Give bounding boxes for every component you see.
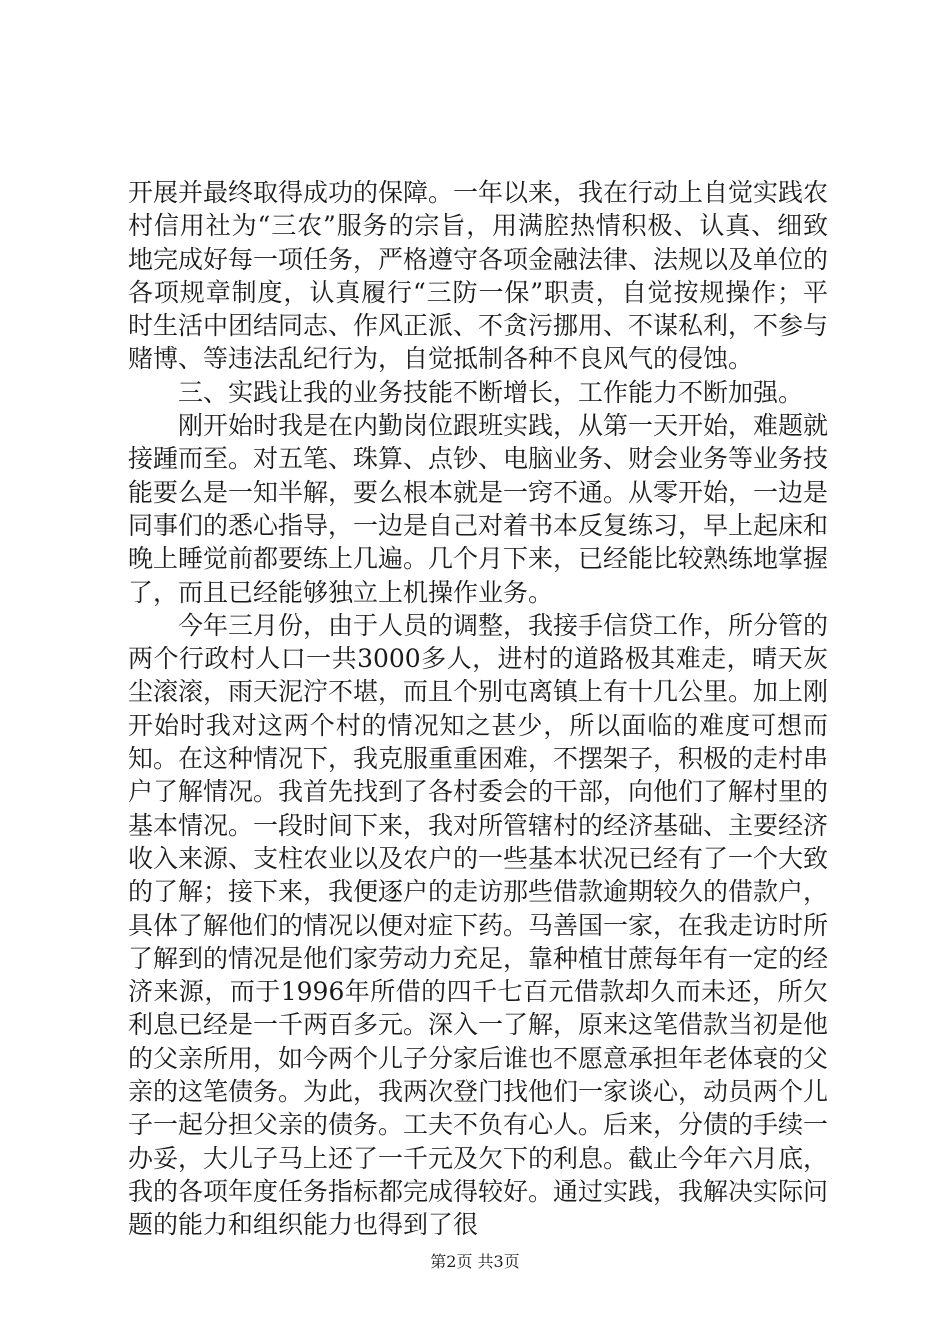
paragraph-continuation: 开展并最终取得成功的保障。一年以来，我在行动上自觉实践农村信用社为“三农”服务的宗旨，用满腔热情积极、认真、细致地完成好每一项任务，严格遵守各项金融法律、法规以及单位的各项规章制度，认真履行“三防一保”职责，自觉按规操作；平时生活中团结同志、作风正派、不贪污挪用、不谋私利，不参与赌博、等违法乱纪行为，自觉抵制各种不良风气的侵蚀。 [128, 178, 829, 374]
page-footer: 第2页 共3页 [430, 1252, 520, 1271]
document-body [128, 176, 828, 1242]
section-heading: 三、实践让我的业务技能不断增长，工作能力不断加强。 [178, 377, 804, 407]
paragraph: 今年三月份，由于人员的调整，我接手信贷工作，所分管的两个行政村人口一共3000多人，进村的道路极其难走，晴天灰尘滚滚，雨天泥泞不堪，而且个别屯离镇上有十几公里。加上刚开始时我对这两个村的情况知之甚少，所以面临的难度可想而知。在这种情况下，我克服重重困难，不摆架子，积极的走村串户了解情况。我首先找到了各村委会的干部，向他们了解村里的基本情况。一段时间下来，我对所管辖村的经济基础、主要经济收入来源、支柱农业以及农户的一些基本状况已经有了一个大致的了解；接下来，我便逐户的走访那些借款逾期较久的借款户，具体了解他们的情况以便对症下药。马善国一家，在我走访时所了解到的情况是他们家劳动力充足，靠种植甘蔗每年有一定的经济来源，而于1996年所借的四千七百元借款却久而未还，所欠利息已经是一千两百多元。深入一了解，原来这笔借款当初是他的父亲所用，如今两个儿子分家后谁也不愿意承担年老体衰的父亲的这笔债务。为此，我两次登门找他们一家谈心，动员两个儿子一起分担父亲的债务。工夫不负有心人。后来，分债的手续一办妥，大儿子马上还了一千元及欠下的利息。截止今年六月底，我的各项年度任务指标都完成得较好。通过实践，我解决实际问题的能力和组织能力也得到了很 [128, 610, 829, 1240]
paragraph: 刚开始时我是在内勤岗位跟班实践，从第一天开始，难题就接踵而至。对五笔、珠算、点钞、电脑业务、财会业务等业务技能要么是一知半解，要么根本就是一窍不通。从零开始，一边是同事们的悉心指导，一边是自己对着书本反复练习，早上起床和晚上睡觉前都要练上几遍。几个月下来，已经能比较熟练地掌握了，而且已经能够独立上机操作业务。 [128, 411, 829, 607]
